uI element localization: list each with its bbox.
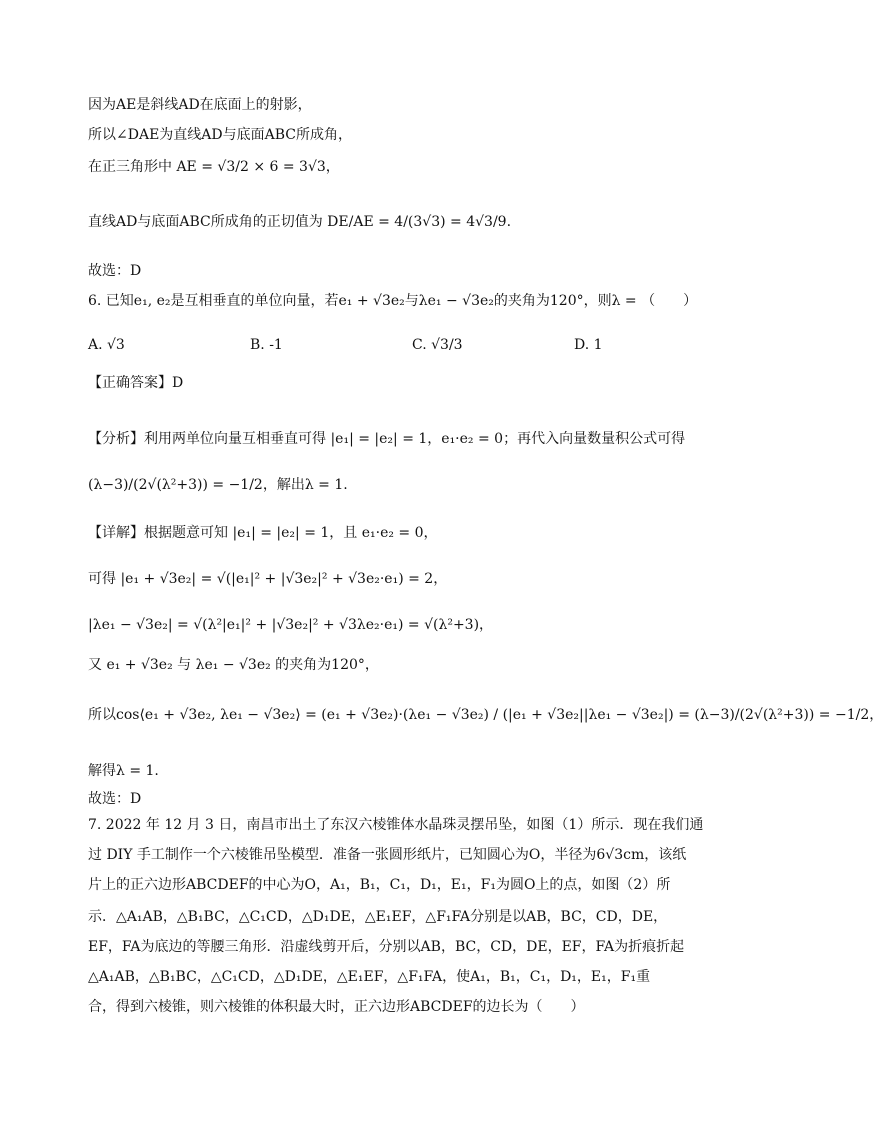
line-ae — [88, 158, 340, 176]
choice-a: A. √3 — [88, 337, 125, 353]
detail-line-3: |λe₁ − √3e₂| = √(λ²|e₁|² + |√3e₂|² + √3λe₂·e₁) = √(λ²+3)， — [88, 617, 494, 633]
line-ae-text: 在正三角形中 AE = — [88, 159, 213, 175]
detail-line-6: 解得λ = 1. — [88, 763, 159, 779]
line-tangent — [88, 213, 511, 231]
line-tangent-math: DE/AE = 4/(3√3) = 4√3/9. — [327, 214, 512, 230]
choice-c: C. √3/3 — [412, 337, 463, 353]
question-7-line-1: 7. 2022 年 12 月 3 日，南昌市出土了东汉六棱锥体水晶珠灵摆吊坠，如图（1）所示．现在我们通 — [88, 817, 704, 833]
question-7-line-3: 片上的正六边形ABCDEF的中心为O，A₁，B₁，C₁，D₁，E₁，F₁为圆O上的点，如图（2）所 — [88, 877, 671, 893]
choice-d: D. 1 — [574, 337, 603, 353]
correct-answer: 【正确答案】D — [88, 375, 184, 391]
choice-b: B. -1 — [250, 337, 283, 353]
detail-line-7: 故选：D — [88, 791, 142, 807]
question-7-line-6: △A₁AB，△B₁BC，△C₁CD，△D₁DE，△E₁EF，△F₁FA，使A₁，B₁，C₁，D₁，E₁，F₁重 — [88, 969, 651, 985]
question-7-line-5: EF，FA为底边的等腰三角形．沿虚线剪开后，分别以AB，BC，CD，DE，EF，FA为折痕折起 — [88, 939, 685, 955]
analysis-line-1: 【分析】利用两单位向量互相垂直可得 |e₁| = |e₂| = 1，e₁·e₂ = 0；再代入向量数量积公式可得 — [88, 431, 686, 447]
line-angle: 所以∠DAE为直线AD与底面ABC所成角， — [88, 127, 352, 143]
question-7-line-7: 合，得到六棱锥，则六棱锥的体积最大时，正六边形ABCDEF的边长为（ ） — [88, 999, 585, 1015]
detail-line-5: 所以cos⟨e₁ + √3e₂, λe₁ − √3e₂⟩ = (e₁ + √3e₂)·(λe₁ − √3e₂) / (|e₁ + √3e₂||λe₁ − √3e₂|) = (λ−3)/(2√(λ²+3)) = −1/2， — [88, 707, 883, 723]
analysis-line-2: (λ−3)/(2√(λ²+3)) = −1/2，解出λ = 1. — [88, 477, 348, 493]
line-answer-5: 故选：D — [88, 263, 142, 279]
question-7-line-4: 示．△A₁AB，△B₁BC，△C₁CD，△D₁DE，△E₁EF，△F₁FA分别是以AB，BC，CD，DE， — [88, 909, 668, 925]
detail-line-4: 又 e₁ + √3e₂ 与 λe₁ − √3e₂ 的夹角为120°， — [88, 657, 379, 673]
detail-line-2: 可得 |e₁ + √3e₂| = √(|e₁|² + |√3e₂|² + √3e₂·e₁) = 2， — [88, 571, 448, 587]
question-7-line-2: 过 DIY 手工制作一个六棱锥吊坠模型．准备一张圆形纸片，已知圆心为O，半径为6√3cm，该纸 — [88, 847, 687, 863]
line-projection: 因为AE是斜线AD在底面上的射影， — [88, 97, 312, 113]
line-tangent-text: 直线AD与底面ABC所成角的正切值为 — [88, 214, 323, 230]
line-ae-math: √3/2 × 6 = 3√3， — [217, 159, 340, 175]
detail-line-1: 【详解】根据题意可知 |e₁| = |e₂| = 1，且 e₁·e₂ = 0， — [88, 525, 438, 541]
question-6: 6. 已知e₁, e₂是互相垂直的单位向量，若e₁ + √3e₂与λe₁ − √3e₂的夹角为120°，则λ = （ ） — [88, 293, 698, 309]
